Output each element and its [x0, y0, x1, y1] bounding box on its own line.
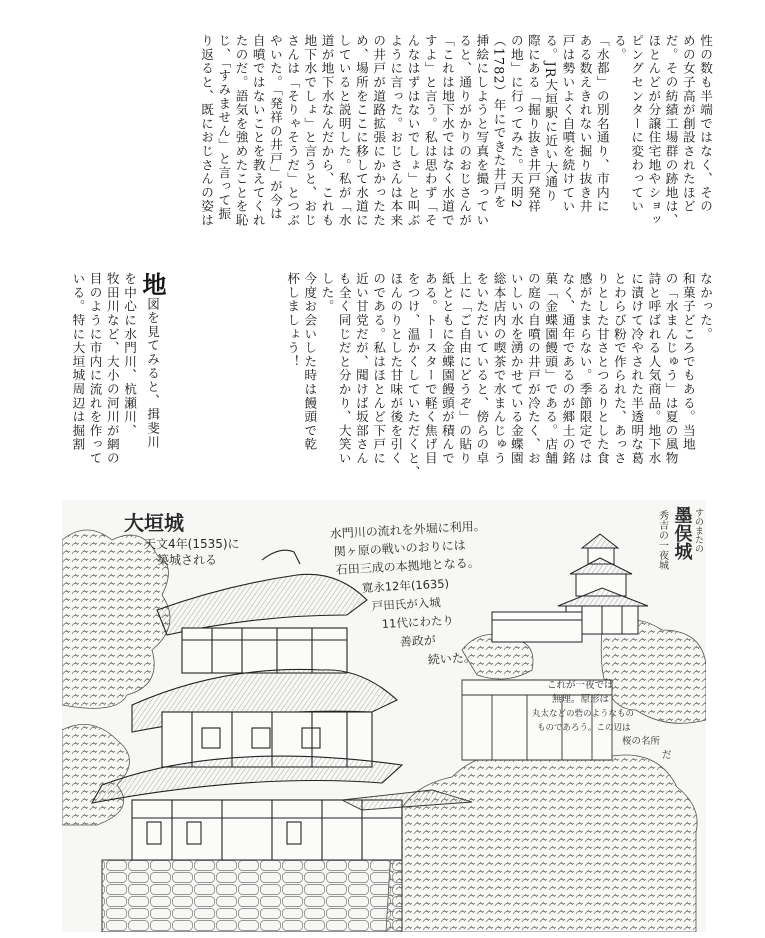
note-side-3: 丸太などの砦のようなもの [532, 709, 635, 719]
note-side-5: 桜の名所 [622, 736, 661, 747]
note-moat-4: 寛永12年(1635) [361, 576, 450, 595]
note-moat-8: 続いた。 [427, 650, 477, 667]
note-castle-year-1: 天文4年(1535)に [144, 537, 240, 551]
note-castle-year-2: 築城される [157, 553, 218, 567]
note-side-6: だ [662, 750, 672, 761]
section-text: 図を見てみると、揖斐川 を中心に水門川、杭瀬川、 牧田川など、大小の河川が網の 目のように市内に流れを作って いる。特に大垣城周辺は掘割 [70, 272, 160, 466]
note-moat-5: 戸田氏が入城 [371, 595, 442, 613]
note-moat-1: 水門川の流れを外堀に利用。 [329, 518, 486, 541]
note-moat-6: 11代にわたり [381, 613, 455, 631]
note-sunomata-1: すのまたの [693, 508, 703, 553]
castle-stone-wall [102, 860, 402, 932]
note-castle-title: 大垣城 [124, 511, 184, 535]
note-sunomata-2: 墨俣城 [671, 506, 693, 560]
note-moat-2: 関ヶ原の戦いのおりには [333, 538, 466, 559]
section-initial: 地 [138, 272, 167, 298]
castle-sketch-illustration [62, 500, 706, 932]
note-side-2: 無理。原形は [552, 694, 610, 705]
note-moat-3: 石田三成の本拠地となる。 [335, 555, 480, 577]
note-side-4: ものであろう。この辺は [537, 723, 631, 733]
article-upper-block: 性の数も半端ではなく、その めの女子高が創設されたほど だ。その紡績工場群の跡地は、 ほとんどが分譲住宅地やショッ ピングセンターに変わってい る。 「水都」の別名通り、市内に ある数えきれない掘り抜き井 戸は勢いよく自噴を続けてい る。JR大垣駅に近い大通り 際にある「掘り抜き井戸発祥 の地」に行ってみた。天明2 （1782）年にできた井戸を 挿絵にしようと写真を撮ってい ると、通りがかりのおじさんが 「これは地下水ではなく水道で すよ」と言う。私は思わず「そ んなはずはないでしょ」と叫ぶ ように言った。おじさんは本来 の井戸が道路拡張にかかったた め、場所をここに移して水道に していると説明した。私が「水 道が地下水なんだから、これも 地下水でしょ」と言うと、おじ さんは「そりゃそうだ」とつぶ やいた。「発祥の井戸」が今は 自噴ではないことを教えてくれ たのだ。語気を強めたことを恥 じ、「すみません」と言って振 り返ると、既におじさんの姿は [199, 34, 713, 228]
article-section-drop-cap [60, 272, 166, 488]
note-side-1: これが一夜では [547, 680, 614, 691]
note-moat-7: 善政が [399, 633, 437, 649]
note-sunomata-3: 秀吉の一夜城 [656, 510, 668, 570]
article-lower-block: なかった。 和菓子どころでもある。当地 の「水まんじゅう」は夏の風物 詩と呼ばれる人気商品。地下水 に漬けて冷やされた半透明な葛 とわらび粉で作られた、あっさ りとした甘さとつるりとした食 感がたまらない。季節限定では なく、通年であるのが郷土の銘 菓「金蝶園饅頭」である。店舗 の庭の自噴の井戸が冷たく、お いしい水を湧かせている金蝶園 総本店内の喫茶で水まんじゅう をいただいていると、傍らの卓 上に「ご自由にどうぞ」の貼り 紙とともに金蝶園饅頭が積んで ある。トースターで軽く焦げ目 をつけ、温かくしていただくと、 ほんのりとした甘味が後を引く のである。私はほとんど下戸に 近い甘党だが、聞けば坂部さん も全く同じだと分かり、大笑い した。 今度お会いした時は饅頭で乾 杯しましょう！ [285, 272, 713, 479]
